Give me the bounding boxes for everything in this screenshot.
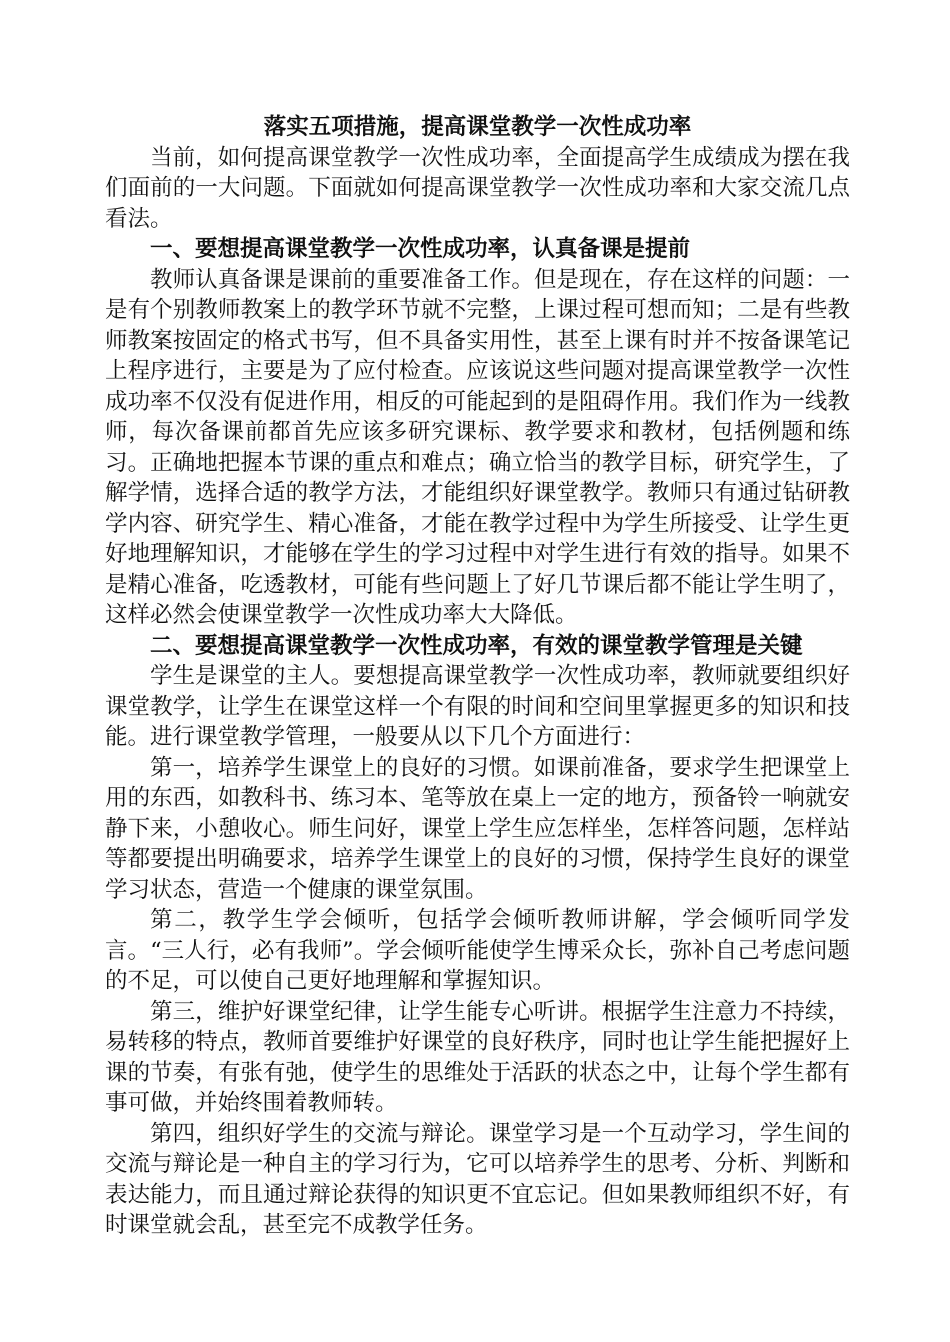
section-1-heading: 一、要想提高课堂教学一次性成功率，认真备课是提前 bbox=[150, 236, 691, 262]
document-title: 落实五项措施，提高课堂教学一次性成功率 bbox=[263, 114, 692, 140]
section-2-paragraph-5: 第四，组织好学生的交流与辩论。课堂学习是一个互动学习，学生间的交流与辩论是一种自主的学习行为，它可以培养学生的思考、分析、判断和表达能力，而且通过辩论获得的知识更不宜忘记。但如果教师组织不好，有时课堂就会乱，甚至完不成教学任务。 bbox=[105, 1120, 850, 1238]
intro-paragraph: 当前，如何提高课堂教学一次性成功率，全面提高学生成绩成为摆在我们面前的一大问题。下面就如何提高课堂教学一次性成功率和大家交流几点看法。 bbox=[105, 144, 850, 232]
section-1-paragraph: 教师认真备课是课前的重要准备工作。但是现在，存在这样的问题：一是有个别教师教案上的教学环节就不完整，上课过程可想而知；二是有些教师教案按固定的格式书写，但不具备实用性，甚至上课有时并不按备课笔记上程序进行，主要是为了应付检查。应该说这些问题对提高课堂教学一次性成功率不仅没有促进作用，相反的可能起到的是阻碍作用。我们作为一线教师，每次备课前都首先应该多研究课标、教学要求和教材，包括例题和练习。正确地把握本节课的重点和难点；确立恰当的教学目标，研究学生，了解学情，选择合适的教学方法，才能组织好课堂教学。教师只有通过钻研教学内容、研究学生、精心准备，才能在教学过程中为学生所接受、让学生更好地理解知识，才能够在学生的学习过程中对学生进行有效的指导。如果不是精心准备，吃透教材，可能有些问题上了好几节课后都不能让学生明了，这样必然会使课堂教学一次性成功率大大降低。 bbox=[105, 266, 850, 628]
section-2-heading: 二、要想提高课堂教学一次性成功率，有效的课堂教学管理是关键 bbox=[150, 632, 803, 659]
section-2-paragraph-1: 学生是课堂的主人。要想提高课堂教学一次性成功率，教师就要组织好课堂教学，让学生在课堂这样一个有限的时间和空间里掌握更多的知识和技能。进行课堂教学管理，一般要从以下几个方面进行： bbox=[105, 663, 850, 750]
section-2-paragraph-3: 第二，教学生学会倾听，包括学会倾听教师讲解，学会倾听同学发言。“三人行，必有我师”。学会倾听能使学生博采众长，弥补自己考虑问题的不足，可以使自己更好地理解和掌握知识。 bbox=[105, 907, 850, 994]
section-2-paragraph-2: 第一，培养学生课堂上的良好的习惯。如课前准备，要求学生把课堂上用的东西，如教科书、练习本、笔等放在桌上一定的地方，预备铃一响就安静下来，小憩收心。师生问好，课堂上学生应怎样坐，怎样答问题，怎样站等都要提出明确要求，培养学生课堂上的良好的习惯，保持学生良好的课堂学习状态，营造一个健康的课堂氛围。 bbox=[105, 754, 850, 903]
document-page bbox=[105, 112, 850, 1241]
section-2-paragraph-4: 第三，维护好课堂纪律，让学生能专心听讲。根据学生注意力不持续，易转移的特点，教师首要维护好课堂的良好秩序，同时也让学生能把握好上课的节奏，有张有弛，使学生的思维处于活跃的状态之中，让每个学生都有事可做，并始终围着教师转。 bbox=[105, 998, 850, 1116]
